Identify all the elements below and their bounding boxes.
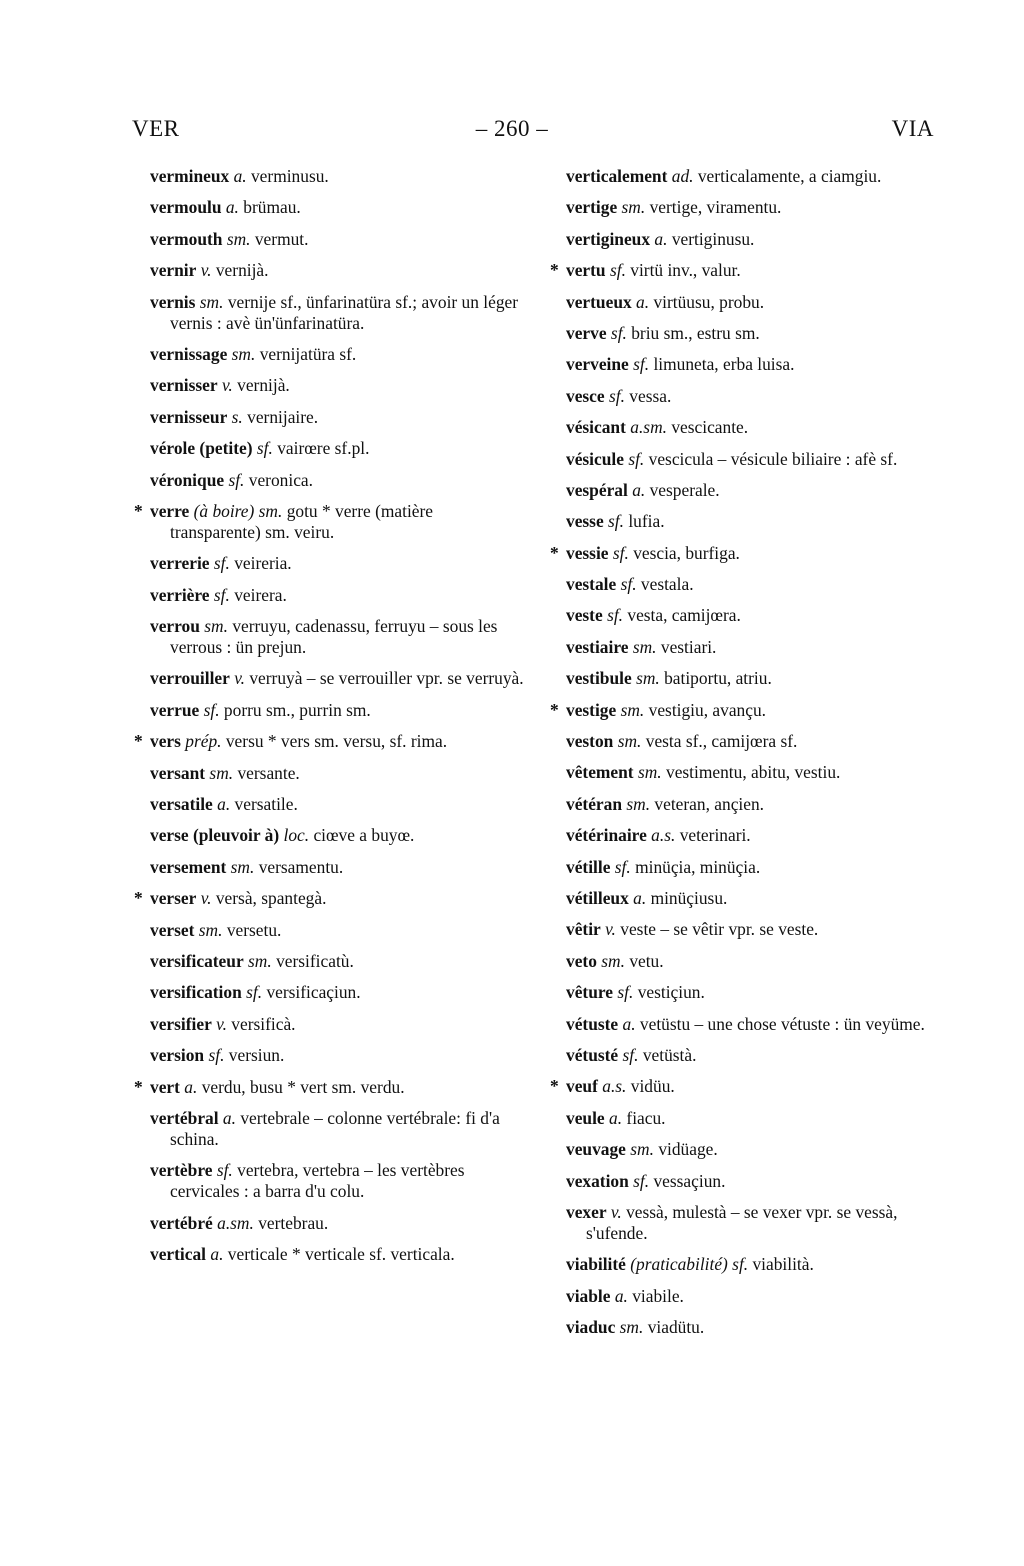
entry-translation: versificaçiun. [266, 982, 361, 1003]
entry-grammar: a.sm. [630, 417, 667, 438]
dictionary-entry [150, 825, 528, 846]
dictionary-entry [566, 794, 950, 815]
dictionary-entry [150, 166, 528, 187]
entry-headword: verrerie [150, 553, 210, 574]
entry-headword: vestale [566, 574, 617, 595]
entry-grammar: sm. [619, 1317, 644, 1338]
entry-grammar: sm. [204, 616, 228, 637]
entry-grammar: sf. [216, 1160, 233, 1181]
dictionary-entry [150, 1213, 528, 1234]
entry-translation: vessà, mulestà – se vexer vpr. se vessà, s'ufende. [586, 1201, 898, 1243]
entry-headword: vérole (petite) [150, 438, 253, 459]
dictionary-entry [566, 605, 950, 626]
entry-headword: vétéran [566, 793, 623, 814]
entry-grammar: sm. [209, 762, 234, 783]
entry-grammar: a. [633, 887, 647, 908]
entry-headword: vexation [566, 1170, 629, 1191]
entry-grammar: sm. [231, 343, 256, 364]
entry-translation: fiacu. [626, 1107, 666, 1128]
entry-grammar: sf. [620, 574, 637, 595]
entry-translation: vestiari. [660, 636, 717, 657]
entry-grammar: a. [622, 1013, 636, 1034]
entry-grammar: sf. [622, 1044, 639, 1065]
entry-headword: veston [566, 731, 614, 752]
entry-headword: vésicule [566, 448, 624, 469]
entry-star-marker: * [550, 542, 559, 563]
entry-translation: vestigiu, avançu. [648, 699, 766, 720]
entry-headword: vermouth [150, 228, 223, 249]
entry-headword: viabilité [566, 1254, 626, 1275]
entry-translation: vetüstà. [642, 1044, 697, 1065]
entry-translation: vestala. [640, 574, 694, 595]
entry-translation: vetu. [629, 950, 664, 971]
right-column [550, 166, 950, 1348]
dictionary-entry [566, 323, 950, 344]
dictionary-entry [566, 1045, 950, 1066]
entry-grammar: sm. [617, 731, 642, 752]
entry-headword: vêture [566, 982, 614, 1003]
entry-headword: verveine [566, 354, 629, 375]
entry-grammar: sf. [256, 438, 273, 459]
entry-grammar: a.s. [651, 825, 676, 846]
entry-headword: verrouiller [150, 668, 230, 689]
entry-grammar: v. [200, 260, 212, 281]
dictionary-entry [150, 260, 528, 281]
entry-grammar: sf. [213, 584, 230, 605]
entry-headword: version [150, 1045, 205, 1066]
dictionary-entry [150, 668, 528, 689]
dictionary-entry [150, 1014, 528, 1035]
entry-headword: vétille [566, 856, 611, 877]
dictionary-entry [566, 386, 950, 407]
entry-headword: verset [150, 919, 195, 940]
running-head-left: VER [132, 116, 180, 141]
entry-grammar: sf. [628, 448, 645, 469]
entry-translation: vessaçiun. [653, 1170, 726, 1191]
entry-translation: vestimentu, abitu, vestiu. [666, 762, 841, 783]
entry-translation: vertige, viramentu. [649, 197, 782, 218]
entry-translation: ciœve a buyœ. [313, 825, 415, 846]
entry-headword: vermineux [150, 166, 230, 186]
dictionary-entry [566, 825, 950, 846]
entry-headword: vers [150, 731, 181, 752]
entry-translation: vesta sf., camijœra sf. [645, 731, 798, 752]
entry-headword: vétérinaire [566, 825, 647, 846]
entry-headword: verrue [150, 699, 200, 720]
dictionary-entry [150, 700, 528, 721]
dictionary-entry [566, 229, 950, 250]
entry-star-marker: * [134, 888, 143, 909]
entry-translation: veste – se vêtir vpr. se veste. [620, 919, 819, 940]
entry-translation: vesta, camijœra. [627, 605, 741, 626]
entry-headword: verticalement [566, 166, 668, 186]
dictionary-entry [150, 794, 528, 815]
entry-headword: vétilleux [566, 887, 629, 908]
entry-headword: versificateur [150, 950, 244, 971]
dictionary-entry [566, 637, 950, 658]
dictionary-entry [134, 1076, 528, 1098]
entry-translation: versatile. [234, 794, 298, 815]
entry-grammar: sf. [203, 699, 220, 720]
entry-translation: porru sm., purrin sm. [223, 699, 371, 720]
entry-headword: vestige [566, 699, 617, 720]
entry-grammar: sm. [637, 762, 662, 783]
entry-grammar: prép. [185, 731, 222, 752]
entry-headword: veuvage [566, 1139, 626, 1160]
dictionary-entry [150, 344, 528, 365]
entry-translation: versiun. [228, 1045, 285, 1066]
entry-translation: minüçiusu. [650, 887, 728, 908]
entry-translation: verminusu. [250, 166, 329, 186]
entry-headword: vertueux [566, 291, 632, 312]
entry-translation: vernijà. [215, 260, 269, 281]
dictionary-entry [566, 1014, 950, 1035]
entry-headword: versification [150, 982, 242, 1003]
entry-star-marker: * [550, 260, 559, 281]
entry-translation: brümau. [243, 197, 301, 218]
entry-grammar: v. [610, 1201, 622, 1222]
entry-grammar: sf. [208, 1045, 225, 1066]
entry-translation: veteran, ançien. [654, 793, 765, 814]
entry-grammar: sm. [248, 950, 272, 971]
entry-grammar: a. [632, 479, 646, 500]
dictionary-entry [150, 197, 528, 218]
entry-translation: verdu, busu * vert sm. verdu. [201, 1076, 405, 1097]
entry-translation: vidüu. [630, 1076, 675, 1097]
entry-grammar: a.s. [602, 1076, 627, 1097]
entry-translation: verruyà – se verrouiller vpr. se verruyà. [249, 668, 524, 689]
entry-translation: vernijatüra sf. [259, 343, 357, 364]
entry-translation: virtüusu, probu. [653, 291, 765, 312]
entry-star-marker: * [550, 699, 559, 720]
dictionary-entry [566, 1139, 950, 1160]
dictionary-entry [566, 1202, 950, 1244]
entry-headword: verrière [150, 584, 210, 605]
entry-grammar: sm. [198, 919, 223, 940]
entry-headword: vêtement [566, 762, 634, 783]
entry-translation: briu sm., estru sm. [631, 322, 760, 343]
dictionary-entry [566, 511, 950, 532]
entry-translation: vernijaire. [247, 406, 319, 427]
entry-headword: vert [150, 1076, 180, 1097]
entry-grammar: a. [217, 794, 231, 815]
entry-headword: viaduc [566, 1317, 616, 1338]
entry-grammar: ad. [671, 166, 694, 186]
entry-headword: verve [566, 322, 607, 343]
dictionary-entry [150, 951, 528, 972]
entry-headword: vertèbre [150, 1160, 213, 1181]
entry-headword: vertigineux [566, 228, 651, 249]
dictionary-entry [550, 699, 950, 721]
left-column [134, 166, 528, 1276]
entry-translation: versificatù. [276, 950, 354, 971]
entry-translation: veronica. [248, 469, 313, 490]
entry-translation: batiportu, atriu. [664, 668, 772, 689]
entry-translation: vertebra, vertebra – les vertèbres cervicales : a barra d'u colu. [170, 1160, 465, 1202]
dictionary-entry [150, 585, 528, 606]
dictionary-entry [550, 542, 950, 564]
entry-headword: versatile [150, 794, 213, 815]
dictionary-entry [550, 1076, 950, 1097]
dictionary-entry [150, 1108, 528, 1150]
dictionary-entry [566, 449, 950, 470]
entry-headword: vertébré [150, 1212, 213, 1233]
entry-grammar: sf. [213, 553, 230, 574]
entry-grammar: a. [614, 1285, 628, 1306]
entry-translation: vescicante. [671, 417, 749, 438]
entry-headword: versant [150, 762, 206, 783]
entry-translation: gotu * verre (matière transparente) sm. veiru. [170, 500, 434, 542]
dictionary-entry [566, 417, 950, 438]
entry-translation: verruyu, cadenassu, ferruyu – sous les verrous : ün prejun. [170, 616, 498, 658]
entry-grammar: sm. [621, 197, 646, 218]
entry-grammar: v. [605, 919, 616, 940]
dictionary-entry [150, 553, 528, 574]
entry-headword: veto [566, 950, 597, 971]
entry-translation: veireria. [234, 553, 292, 574]
entry-grammar: a. [654, 228, 668, 249]
entry-grammar: sf. [617, 982, 634, 1003]
dictionary-entry [566, 951, 950, 972]
dictionary-entry [150, 407, 528, 428]
entry-translation: vernijà. [237, 375, 290, 396]
entry-translation: minüçia, minüçia. [635, 856, 761, 877]
entry-headword: verre [150, 500, 190, 521]
entry-grammar: v. [221, 375, 233, 396]
entry-headword: vestiaire [566, 636, 629, 657]
entry-translation: vertiginusu. [671, 228, 755, 249]
entry-translation: vermut. [254, 228, 309, 249]
entry-grammar: sf. [607, 605, 624, 626]
entry-grammar: sf. [633, 354, 650, 375]
dictionary-entry [150, 229, 528, 250]
dictionary-entry [566, 574, 950, 595]
dictionary-entry [566, 1317, 950, 1338]
dictionary-entry [150, 982, 528, 1003]
entry-grammar: sf. [633, 1170, 650, 1191]
entry-headword: vesce [566, 385, 605, 406]
entry-star-marker: * [550, 1076, 559, 1097]
entry-translation: virtü inv., valur. [630, 260, 741, 281]
entry-grammar: sf. [246, 982, 263, 1003]
dictionary-entry [150, 292, 528, 334]
entry-translation: vessa. [629, 385, 672, 406]
entry-grammar: a. [225, 197, 239, 218]
entry-headword: vexer [566, 1201, 607, 1222]
dictionary-entry [566, 1286, 950, 1307]
entry-grammar: sf. [610, 322, 627, 343]
entry-headword: vestibule [566, 668, 632, 689]
entry-headword: veuf [566, 1076, 598, 1097]
entry-grammar: sm. [230, 856, 255, 877]
entry-headword: vétuste [566, 1013, 619, 1034]
dictionary-entry [566, 292, 950, 313]
entry-translation: vescicula – vésicule biliaire : afè sf. [648, 448, 898, 469]
dictionary-entry [134, 888, 528, 909]
entry-headword: veule [566, 1107, 605, 1128]
entry-translation: vairœre sf.pl. [277, 438, 370, 459]
dictionary-entry [134, 731, 528, 752]
entry-translation: vescia, burfiga. [633, 542, 740, 563]
entry-grammar: sf. [612, 542, 629, 563]
entry-translation: vertebrau. [258, 1212, 329, 1233]
dictionary-entry [150, 616, 528, 658]
dictionary-entry [566, 1171, 950, 1192]
entry-grammar: sm. [199, 291, 224, 312]
entry-grammar: sm. [632, 636, 657, 657]
entry-translation: lufia. [628, 511, 665, 532]
running-head-right: VIA [891, 116, 934, 141]
entry-translation: vidüage. [658, 1139, 718, 1160]
entry-grammar: sf. [228, 469, 245, 490]
entry-grammar: s. [231, 406, 243, 427]
entry-grammar: sm. [630, 1139, 654, 1160]
entry-translation: veirera. [234, 584, 287, 605]
entry-grammar: (à boire) sm. [193, 500, 283, 521]
entry-headword: vésicant [566, 417, 626, 438]
entry-translation: versu * vers sm. versu, sf. rima. [225, 731, 448, 752]
entry-grammar: a.sm. [217, 1212, 254, 1233]
entry-grammar: sm. [601, 950, 625, 971]
dictionary-entry [566, 731, 950, 752]
entry-translation: vetüstu – une chose vétuste : ün veyüme. [639, 1013, 925, 1034]
dictionary-entry [150, 920, 528, 941]
entry-headword: vessie [566, 542, 609, 563]
entry-grammar: sm. [626, 793, 651, 814]
entry-grammar: sm. [620, 699, 645, 720]
entry-grammar: sf. [609, 260, 626, 281]
entry-translation: veterinari. [679, 825, 751, 846]
entry-grammar: a. [210, 1244, 224, 1265]
entry-headword: verser [150, 888, 197, 909]
entry-grammar: a. [222, 1107, 236, 1128]
dictionary-entry [566, 919, 950, 940]
dictionary-entry [550, 260, 950, 281]
dictionary-entry [150, 857, 528, 878]
entry-translation: versante. [237, 762, 300, 783]
entry-translation: viabile. [632, 1285, 684, 1306]
entry-headword: véronique [150, 469, 225, 490]
dictionary-entry [150, 763, 528, 784]
dictionary-entry [150, 1244, 528, 1265]
entry-headword: vermoulu [150, 197, 222, 218]
entry-headword: vernisseur [150, 406, 228, 427]
dictionary-entry [566, 1108, 950, 1129]
dictionary-entry [566, 982, 950, 1003]
entry-grammar: a. [636, 291, 650, 312]
entry-translation: limuneta, erba luisa. [653, 354, 795, 375]
entry-headword: versifier [150, 1013, 212, 1034]
entry-headword: veste [566, 605, 603, 626]
dictionary-entry [566, 668, 950, 689]
entry-headword: vertige [566, 197, 618, 218]
entry-grammar: sf. [608, 511, 624, 532]
entry-grammar: sf. [608, 385, 625, 406]
dictionary-entry [566, 1254, 950, 1275]
entry-headword: verse (pleuvoir à) [150, 825, 280, 846]
entry-headword: vesse [566, 511, 604, 532]
entry-headword: vernisser [150, 375, 218, 396]
entry-headword: vernissage [150, 343, 228, 364]
entry-grammar: v. [216, 1013, 227, 1034]
entry-grammar: sm. [226, 228, 251, 249]
entry-star-marker: * [134, 731, 143, 752]
dictionary-entry [150, 438, 528, 459]
entry-grammar: sf. [614, 856, 631, 877]
dictionary-entry [134, 500, 528, 543]
entry-translation: verticale * verticale sf. verticala. [227, 1244, 455, 1265]
entry-grammar: (praticabilité) sf. [630, 1254, 749, 1275]
dictionary-entry [150, 1160, 528, 1202]
dictionary-entry [566, 166, 950, 187]
entry-grammar: a. [609, 1107, 623, 1128]
entry-translation: viadütu. [647, 1317, 705, 1338]
entry-translation: vesperale. [649, 479, 720, 500]
entry-grammar: sm. [636, 668, 660, 689]
entry-translation: verticalamente, a ciamgiu. [697, 166, 882, 186]
entry-headword: vernis [150, 291, 196, 312]
dictionary-entry [566, 888, 950, 909]
entry-translation: versetu. [226, 919, 282, 940]
entry-grammar: a. [184, 1076, 198, 1097]
entry-headword: vertébral [150, 1107, 219, 1128]
dictionary-entry [150, 375, 528, 396]
entry-headword: vertu [566, 260, 606, 281]
entry-headword: viable [566, 1285, 611, 1306]
entry-headword: vernir [150, 260, 197, 281]
dictionary-entry [566, 857, 950, 878]
entry-translation: vertebrale – colonne vertébrale: fi d'a schina. [170, 1107, 500, 1149]
entry-grammar: loc. [283, 825, 310, 846]
entry-headword: vétusté [566, 1044, 619, 1065]
dictionary-entry [566, 197, 950, 218]
entry-headword: verrou [150, 616, 200, 637]
entry-translation: versificà. [231, 1013, 296, 1034]
entry-grammar: a. [233, 166, 247, 186]
entry-headword: vêtir [566, 919, 601, 940]
entry-headword: versement [150, 856, 227, 877]
entry-star-marker: * [134, 500, 143, 521]
entry-translation: vestiçiun. [637, 982, 705, 1003]
dictionary-entry [566, 480, 950, 501]
dictionary-entry [150, 470, 528, 491]
dictionary-entry [150, 1045, 528, 1066]
entry-translation: vernije sf., ünfarinatüra sf.; avoir un léger vernis : avè ün'ünfarinatüra. [170, 291, 519, 333]
dictionary-entry [566, 354, 950, 375]
entry-translation: versamentu. [258, 856, 344, 877]
entry-headword: vespéral [566, 479, 628, 500]
entry-translation: versà, spantegà. [215, 888, 327, 909]
entry-grammar: v. [200, 888, 212, 909]
entry-grammar: v. [234, 668, 245, 689]
entry-translation: viabilità. [752, 1254, 814, 1275]
dictionary-entry [566, 762, 950, 783]
entry-headword: vertical [150, 1244, 207, 1265]
page-number: – 260 – [475, 116, 549, 141]
entry-star-marker: * [134, 1076, 143, 1097]
